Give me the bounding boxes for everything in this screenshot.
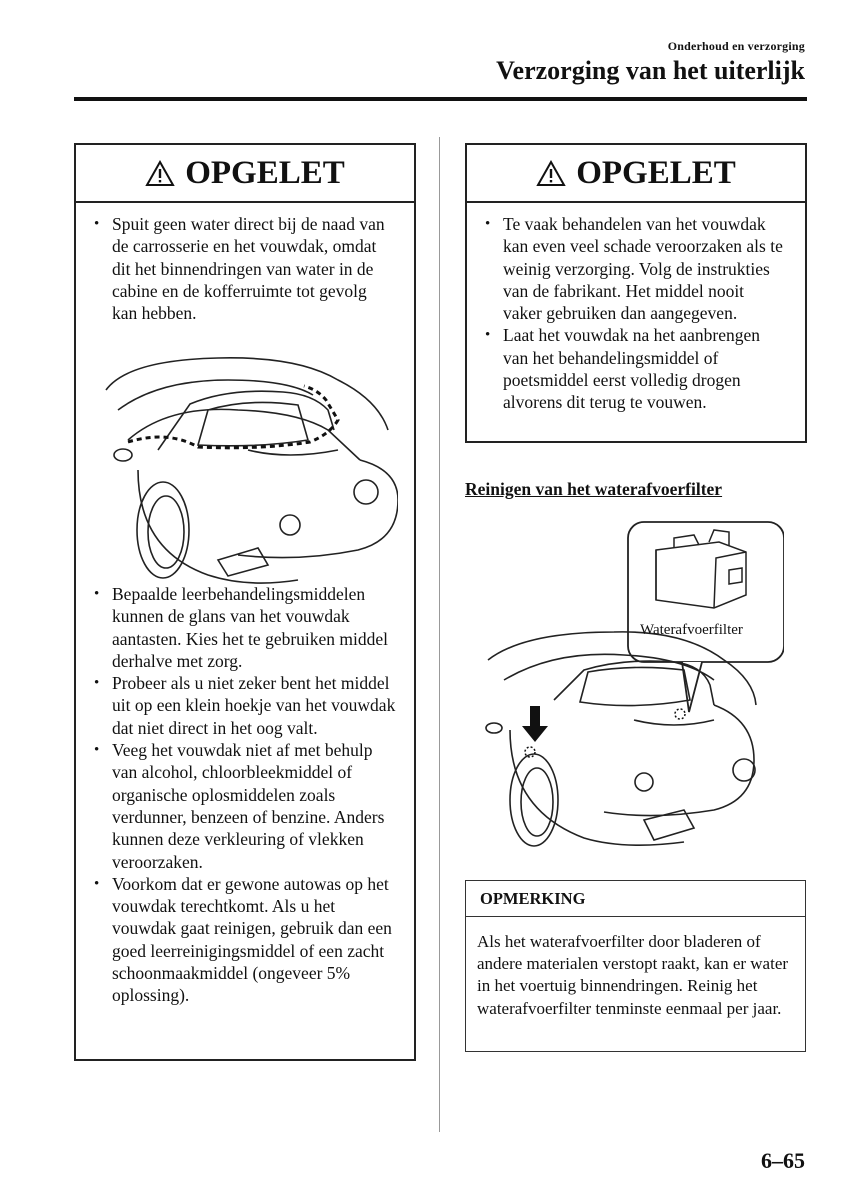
- caution-list-bottom: [76, 575, 414, 1007]
- caution-heading-text: OPGELET: [185, 154, 345, 191]
- warning-triangle-icon: [145, 160, 175, 187]
- drain-filter-illustration: [484, 520, 784, 860]
- note-box: [465, 880, 806, 1052]
- car-seam-illustration: [98, 350, 398, 590]
- warning-triangle-icon: [536, 160, 566, 187]
- caution-list: [467, 203, 805, 414]
- list-item: • Laat het vouwdak na het aanbrengen van het behandelingsmiddel of poetsmiddel eerst volledig drogen alvorens dit terug te vouwen.: [485, 325, 761, 413]
- list-item: • Spuit geen water direct bij de naad van de carrosserie en het vouwdak, omdat dit het binnendringen van water in de cabine en de kofferruimte tot gevolg kan hebben.: [94, 214, 385, 324]
- list-item: • Veeg het vouwdak niet af met behulp van alcohol, chloorbleekmiddel of organische oplosmiddelen zoals verdunner, benzeen of benzine. Anders kunnen deze verkleuring of vlekken veroorzaken.: [94, 740, 385, 872]
- callout-label: Waterafvoerfilter: [640, 622, 743, 638]
- caution-heading: [76, 145, 414, 203]
- caution-heading-text: OPGELET: [576, 154, 736, 191]
- list-item: • Voorkom dat er gewone autowas op het vouwdak terechtkomt. Als u het vouwdak gaat reinigen, gebruik dan een goed leerreinigingsmiddel of een zacht schoonmaakmiddel (ongeveer 5% oplossing).: [94, 873, 392, 1006]
- note-body: Als het waterafvoerfilter door bladeren of andere materialen verstopt raakt, kan er water in het voertuig binnendringen. Reinig het waterafvoerfilter tenminste eenmaal per jaar.: [477, 932, 789, 1018]
- header-divider: [74, 97, 807, 101]
- section-label: Onderhoud en verzorging: [667, 39, 805, 53]
- caution-heading: [467, 145, 805, 203]
- note-heading: OPMERKING: [466, 881, 805, 917]
- column-divider: [439, 137, 440, 1132]
- caution-box-left: [74, 143, 416, 1061]
- list-item: • Probeer als u niet zeker bent het middel uit op een klein hoekje van het vouwdak dat niet direct in het oog valt.: [94, 673, 396, 738]
- caution-box-right: [465, 143, 807, 443]
- list-item: • Bepaalde leerbehandelingsmiddelen kunnen de glans van het vouwdak aantasten. Kies het te gebruiken middel derhalve met zorg.: [94, 584, 389, 671]
- caution-list-top: [76, 203, 414, 324]
- list-item: • Te vaak behandelen van het vouwdak kan even veel schade veroorzaken als te weinig verzorging. Volg de instrukties van de fabrikant. Het middel nooit vaker gebruiken dan aangegeven.: [485, 214, 783, 324]
- page-title: Verzorging van het uiterlijk: [496, 56, 805, 85]
- page-number: 6–65: [761, 1148, 805, 1173]
- section-heading: Reinigen van het waterafvoerfilter: [465, 479, 723, 499]
